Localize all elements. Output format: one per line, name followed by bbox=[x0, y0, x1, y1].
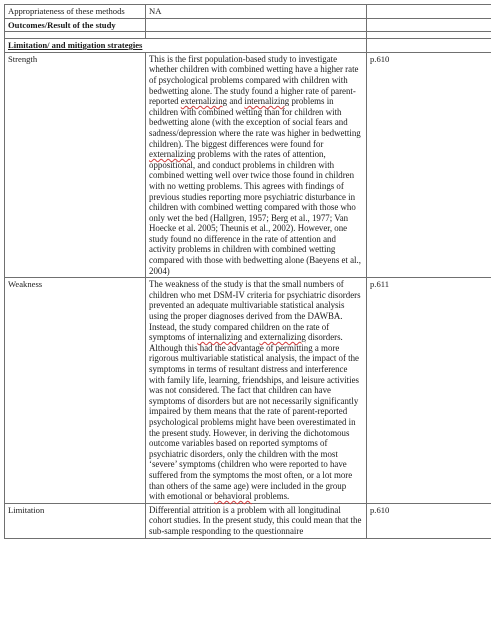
text-run: and bbox=[242, 332, 260, 343]
table-row-appropriateness bbox=[5, 5, 492, 19]
strength-label: Strength bbox=[5, 52, 146, 277]
text-run: problems in children with combined wetting than for children with bedwetting alone (with the exception of social fears and sadness/depression where the rate was higher in bedwetting children). The biggest differences were found for bbox=[149, 96, 361, 149]
table-row-strength bbox=[5, 52, 492, 277]
appropriateness-page bbox=[367, 5, 492, 19]
blank-cell-3 bbox=[367, 32, 492, 39]
spellcheck-word: behavioral bbox=[214, 491, 252, 502]
weakness-text bbox=[146, 278, 367, 503]
outcomes-header: Outcomes/Result of the study bbox=[5, 18, 146, 32]
text-run: The weakness of the study is that the small numbers of children who met DSM-IV criteria for psychiatric disorders prevented an adequate multivariable statistical analysis using the proper diagnoses derived from the DAWBA. Instead, the study compared children on the rate of symptoms of bbox=[149, 279, 361, 343]
outcomes-empty-cell-2 bbox=[367, 18, 492, 32]
document-page bbox=[4, 4, 491, 617]
text-run: problems. bbox=[251, 491, 290, 502]
limitation-text: Differential attrition is a problem with all longitudinal cohort studies. In the present study, this could mean that the sub-sample responding to the questionnaire bbox=[146, 503, 367, 538]
spellcheck-word: externalizing bbox=[149, 149, 196, 160]
blank-cell-1 bbox=[5, 32, 146, 39]
strength-text bbox=[146, 52, 367, 277]
table-row-weakness bbox=[5, 278, 492, 503]
appropriateness-label: Appropriateness of these methods bbox=[5, 5, 146, 19]
text-run: disorders. Although this had the advantage of permitting a more rigorous multivariable statistical analysis, the impact of the symptoms in terms of resultant distress and interference with family life, learning, friendships, and leisure activities was not considered. The fact that children can have symptoms of disorders but are not necessarily significantly impaired by them means that the rate of parent-reported psychological problems might have been overestimated in the present study. However, in deriving the dichotomous outcome variables based on reported symptoms of psychiatric disorders, only the children with the most ‘severe’ symptoms (children who were reported to have suffered from the symptoms the most often, or a lot more than others of the same age) were included in the group with emotional or bbox=[149, 332, 359, 502]
spellcheck-word: externalizing bbox=[259, 332, 306, 343]
weakness-page: p.611 bbox=[367, 278, 492, 503]
limitation-label: Limitation bbox=[5, 503, 146, 538]
table-row-limitation-header bbox=[5, 39, 492, 53]
blank-cell-2 bbox=[146, 32, 367, 39]
spellcheck-word: internalizing bbox=[197, 332, 243, 343]
spellcheck-word: internalizing bbox=[244, 96, 290, 107]
limitation-header-empty bbox=[367, 39, 492, 53]
appropriateness-value: NA bbox=[146, 5, 367, 19]
limitation-page: p.610 bbox=[367, 503, 492, 538]
appraisal-table bbox=[4, 4, 491, 539]
text-run: problems with the rates of attention, oppositional, and conduct problems in children with combined wetting well over twice those found in children with no wetting problems. This agrees with findings of previous studies reporting more psychiatric disturbance in children with combined wetting compared with those who only wet the bed (Hallgren, 1957; Berg et al., 1977; Van Hoecke et al. 2005; Theunis et al., 2002). However, one study found no difference in the rate of attention and activity problems in children with combined wetting compared with those with bedwetting alone (Baeyens et al., 2004) bbox=[149, 149, 361, 276]
text-run: and bbox=[227, 96, 245, 107]
table-row-limitation bbox=[5, 503, 492, 538]
table-row-outcomes-header bbox=[5, 18, 492, 32]
limitation-header: Limitation/ and mitigation strategies bbox=[5, 39, 367, 53]
spellcheck-word: externalizing bbox=[180, 96, 228, 107]
weakness-label: Weakness bbox=[5, 278, 146, 503]
table-row-blank bbox=[5, 32, 492, 39]
text-run: This is the first population-based study to investigate whether children with combined wetting have a higher rate of psychological problems compared with children with bedwetting alone. The study found a higher rate of parent-reported bbox=[149, 53, 359, 107]
outcomes-empty-cell bbox=[146, 18, 367, 32]
strength-page: p.610 bbox=[367, 52, 492, 277]
